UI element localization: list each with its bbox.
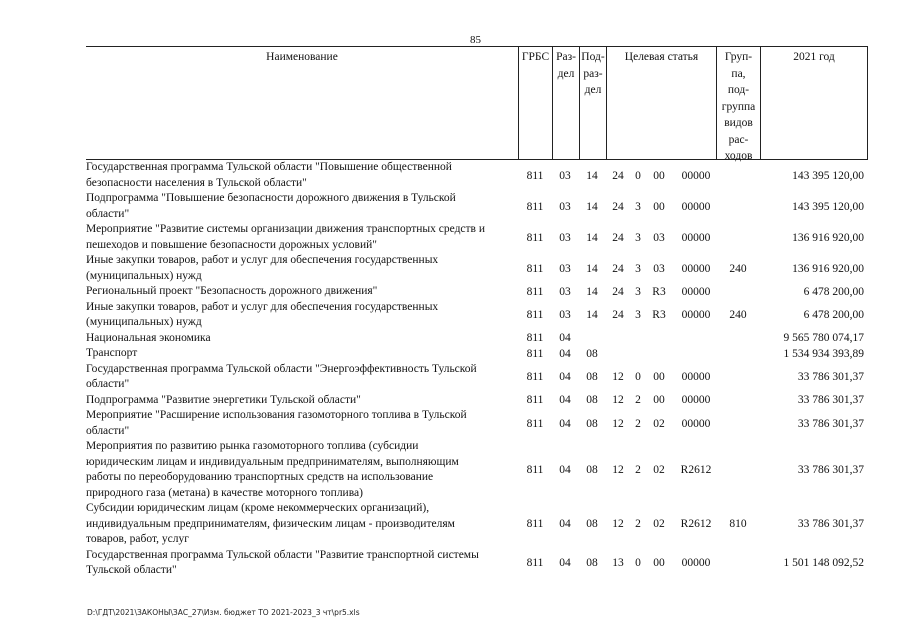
page-number: 85 — [470, 34, 481, 46]
cell-t2: 2 — [635, 464, 641, 476]
cell-t4: 00000 — [681, 285, 711, 298]
cell-t2: 0 — [635, 557, 641, 569]
cell-t1: 12 — [612, 394, 624, 407]
cell-amount: 1 501 148 092,52 — [783, 557, 864, 569]
cell-grbs: 811 — [526, 557, 544, 569]
cell-amount: 6 478 200,00 — [803, 285, 864, 298]
cell-rz: 03 — [559, 262, 571, 275]
cell-pr: 14 — [586, 309, 598, 321]
cell-grbs: 811 — [526, 332, 544, 345]
cell-grbs: 811 — [526, 347, 544, 360]
cell-t3: 02 — [653, 518, 665, 531]
cell-t4: 00000 — [681, 557, 711, 569]
cell-vr: 810 — [729, 518, 747, 531]
row-name: Национальная экономика — [86, 331, 211, 344]
cell-t4: 00000 — [681, 371, 711, 383]
cell-t4: 00000 — [681, 394, 711, 407]
cell-pr: 08 — [586, 464, 598, 476]
cell-t4: 00000 — [681, 231, 711, 244]
cell-rz: 04 — [559, 464, 571, 476]
cell-amount: 33 786 301,37 — [797, 518, 864, 531]
cell-amount: 1 534 934 393,89 — [783, 347, 864, 360]
row-name: Иные закупки товаров, работ и услуг для обеспечения государственных (муниципальных) нужд — [86, 254, 439, 282]
cell-grbs: 811 — [526, 464, 544, 476]
cell-amount: 9 565 780 074,17 — [783, 332, 864, 345]
cell-t1: 24 — [612, 231, 624, 244]
row-name: Субсидии юридическим лицам (кроме некоммерческих организаций), индивидуальным предпринимателям, физическим лицам - производителям товаров, работ, услуг — [86, 502, 455, 545]
cell-pr: 08 — [586, 371, 598, 383]
table-row — [86, 300, 868, 331]
cell-rz: 04 — [559, 417, 571, 430]
cell-pr: 08 — [586, 394, 598, 407]
table-row — [86, 331, 868, 347]
cell-t1: 24 — [612, 200, 624, 213]
cell-vr: 240 — [729, 309, 747, 321]
table-row — [86, 284, 868, 300]
cell-pr: 08 — [586, 557, 598, 569]
cell-t1: 12 — [612, 464, 624, 476]
col-group-header: Груп- па, под- группа видов рас- ходов — [716, 47, 760, 159]
cell-t3: 00 — [653, 371, 665, 383]
cell-rz: 04 — [559, 518, 571, 531]
table-header — [86, 46, 868, 160]
col-razdel-header: Раз- дел — [552, 47, 579, 159]
cell-t3: 00 — [653, 394, 665, 407]
row-name: Государственная программа Тульской области "Повышение общественной безопасности населения в Тульской области" — [86, 161, 452, 189]
cell-grbs: 811 — [526, 394, 544, 407]
cell-rz: 04 — [559, 557, 571, 569]
table-row — [86, 501, 868, 548]
table-row — [86, 253, 868, 284]
cell-rz: 04 — [559, 371, 571, 383]
row-name: Региональный проект "Безопасность дорожного движения" — [86, 285, 378, 297]
table-row — [86, 439, 868, 501]
cell-rz: 03 — [559, 309, 571, 321]
cell-amount: 6 478 200,00 — [803, 309, 864, 321]
cell-t2: 0 — [635, 371, 641, 383]
cell-grbs: 811 — [526, 262, 544, 275]
cell-t1: 24 — [612, 262, 624, 275]
cell-t4: R2612 — [680, 464, 712, 476]
cell-t2: 3 — [635, 200, 641, 213]
cell-t4: 00000 — [681, 309, 711, 321]
cell-t3: 02 — [653, 464, 665, 476]
row-name: Государственная программа Тульской области "Развитие транспортной системы Тульской области" — [86, 548, 479, 576]
col-grbs-header: ГРБС — [518, 47, 552, 159]
cell-t2: 2 — [635, 417, 641, 430]
cell-t2: 2 — [635, 518, 641, 531]
cell-rz: 04 — [559, 332, 571, 345]
row-name: Транспорт — [86, 347, 138, 359]
cell-t3: 00 — [653, 557, 665, 569]
cell-amount: 143 395 120,00 — [792, 200, 864, 213]
cell-rz: 03 — [559, 231, 571, 244]
cell-t2: 0 — [635, 169, 641, 182]
cell-vr: 240 — [729, 262, 747, 275]
cell-t2: 2 — [635, 394, 641, 407]
cell-t1: 13 — [612, 557, 624, 569]
cell-t3: 03 — [653, 262, 665, 275]
cell-pr: 14 — [586, 285, 598, 298]
cell-grbs: 811 — [526, 169, 544, 182]
file-path-footer: D:\ГДТ\2021\ЗАКОНЫ\ЗАС_27\Изм. бюджет ТО 2021-2023_3 чт\pr5.xls — [87, 608, 360, 617]
row-name: Подпрограмма "Развитие энергетики Тульской области" — [86, 393, 361, 406]
cell-amount: 33 786 301,37 — [797, 464, 864, 476]
cell-amount: 33 786 301,37 — [797, 394, 864, 407]
cell-grbs: 811 — [526, 200, 544, 213]
table-row — [86, 548, 868, 579]
cell-t2: 3 — [635, 285, 641, 298]
cell-t1: 12 — [612, 371, 624, 383]
cell-grbs: 811 — [526, 309, 544, 321]
cell-t1: 24 — [612, 285, 624, 298]
table-row — [86, 222, 868, 253]
row-name: Мероприятия по развитию рынка газомоторного топлива (субсидии юридическим лицам и индивидуальным предпринимателям, выполняющим работы по переоборудованию транспортных средств на использование природного газа (метана) в качестве моторного топлива) — [86, 440, 459, 499]
table-row — [86, 393, 868, 409]
cell-t3: 03 — [653, 231, 665, 244]
table-body — [86, 160, 868, 579]
cell-pr: 14 — [586, 200, 598, 213]
cell-pr: 08 — [586, 417, 598, 430]
table-row — [86, 160, 868, 191]
cell-t2: 3 — [635, 309, 641, 321]
cell-pr: 14 — [586, 262, 598, 275]
cell-t2: 3 — [635, 262, 641, 275]
cell-grbs: 811 — [526, 285, 544, 298]
cell-rz: 03 — [559, 285, 571, 298]
row-name: Подпрограмма "Повышение безопасности дорожного движения в Тульской области" — [86, 192, 456, 220]
cell-t3: R3 — [652, 309, 666, 321]
row-name: Иные закупки товаров, работ и услуг для обеспечения государственных (муниципальных) нужд — [86, 300, 439, 328]
row-name: Мероприятие "Расширение использования газомоторного топлива в Тульской области" — [86, 409, 467, 437]
col-podrazdel-header: Под- раз- дел — [579, 47, 606, 159]
cell-grbs: 811 — [526, 417, 544, 430]
cell-t3: 02 — [653, 417, 665, 430]
cell-amount: 136 916 920,00 — [792, 262, 864, 275]
cell-t4: 00000 — [681, 169, 711, 182]
col-year-header: 2021 год — [760, 47, 868, 159]
table-row — [86, 408, 868, 439]
cell-amount: 136 916 920,00 — [792, 231, 864, 244]
cell-t4: 00000 — [681, 200, 711, 213]
cell-t3: R3 — [652, 285, 666, 298]
cell-t4: 00000 — [681, 417, 711, 430]
cell-grbs: 811 — [526, 231, 544, 244]
cell-t1: 24 — [612, 169, 624, 182]
cell-t4: R2612 — [680, 518, 712, 531]
col-target-header: Целевая статья — [606, 47, 716, 159]
cell-pr: 08 — [586, 518, 598, 531]
cell-t3: 00 — [653, 200, 665, 213]
cell-grbs: 811 — [526, 518, 544, 531]
cell-rz: 03 — [559, 200, 571, 213]
cell-grbs: 811 — [526, 371, 544, 383]
cell-rz: 03 — [559, 169, 571, 182]
cell-t1: 24 — [612, 309, 624, 321]
col-name-header: Наименование — [266, 51, 338, 63]
cell-t2: 3 — [635, 231, 641, 244]
cell-t1: 12 — [612, 518, 624, 531]
cell-amount: 33 786 301,37 — [797, 371, 864, 383]
table-row — [86, 346, 868, 362]
row-name: Мероприятие "Развитие системы организации движения транспортных средств и пешеходов и повышение безопасности дорожных условий" — [86, 223, 486, 251]
cell-t3: 00 — [653, 169, 665, 182]
cell-rz: 04 — [559, 394, 571, 407]
cell-amount: 33 786 301,37 — [797, 417, 864, 430]
cell-rz: 04 — [559, 347, 571, 360]
cell-t4: 00000 — [681, 262, 711, 275]
cell-pr: 08 — [586, 347, 598, 360]
cell-pr: 14 — [586, 231, 598, 244]
row-name: Государственная программа Тульской области "Энергоэффективность Тульской области" — [86, 362, 477, 390]
table-row — [86, 191, 868, 222]
table-row — [86, 362, 868, 393]
cell-pr: 14 — [586, 169, 598, 182]
cell-t1: 12 — [612, 417, 624, 430]
cell-amount: 143 395 120,00 — [792, 169, 864, 182]
